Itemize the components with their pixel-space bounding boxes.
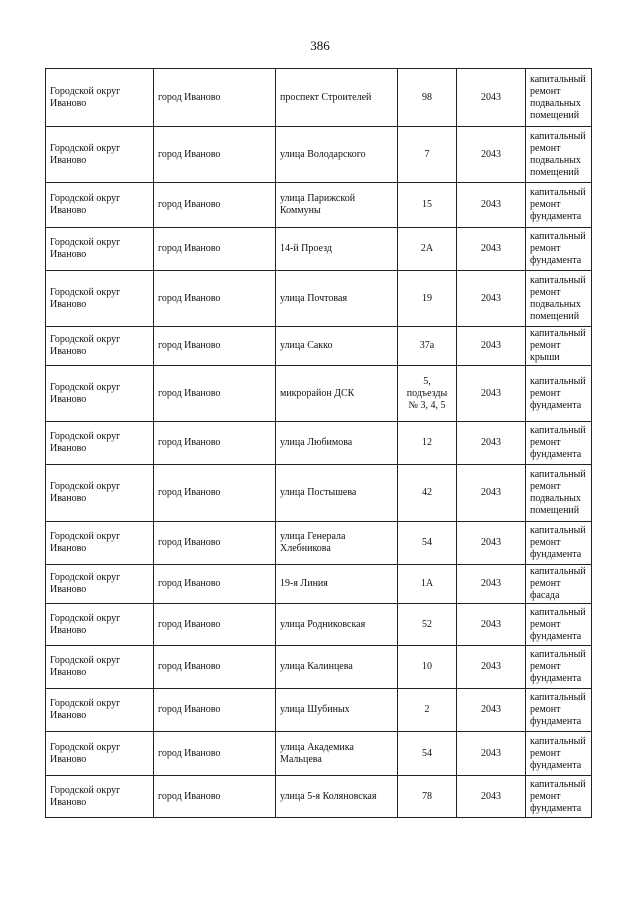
okrug-cell: Городской округ Иваново xyxy=(46,271,154,327)
work-cell: капитальный ремонт фасада xyxy=(526,565,592,604)
work-cell: капитальный ремонт фундамента xyxy=(526,422,592,465)
city-cell: город Иваново xyxy=(154,271,276,327)
house-cell: 42 xyxy=(398,465,457,522)
work-cell: капитальный ремонт подвальных помещений xyxy=(526,465,592,522)
work-cell: капитальный ремонт фундамента xyxy=(526,776,592,818)
year-cell: 2043 xyxy=(457,327,526,366)
year-cell: 2043 xyxy=(457,565,526,604)
work-cell: капитальный ремонт фундамента xyxy=(526,604,592,646)
house-cell: 37а xyxy=(398,327,457,366)
table-row xyxy=(46,183,592,228)
table-row xyxy=(46,69,592,127)
house-cell: 54 xyxy=(398,732,457,776)
street-cell: улица Генерала Хлебникова xyxy=(276,522,398,565)
okrug-cell: Городской округ Иваново xyxy=(46,366,154,422)
okrug-cell: Городской округ Иваново xyxy=(46,646,154,689)
table-row xyxy=(46,465,592,522)
street-cell: улица Калинцева xyxy=(276,646,398,689)
okrug-cell: Городской округ Иваново xyxy=(46,465,154,522)
table-row xyxy=(46,776,592,818)
street-cell: проспект Строителей xyxy=(276,69,398,127)
street-cell: улица Любимова xyxy=(276,422,398,465)
city-cell: город Иваново xyxy=(154,604,276,646)
okrug-cell: Городской округ Иваново xyxy=(46,732,154,776)
city-cell: город Иваново xyxy=(154,776,276,818)
work-cell: капитальный ремонт подвальных помещений xyxy=(526,69,592,127)
street-cell: улица Сакко xyxy=(276,327,398,366)
table-row xyxy=(46,271,592,327)
table-row xyxy=(46,565,592,604)
table-row xyxy=(46,366,592,422)
house-cell: 5, подъезды № 3, 4, 5 xyxy=(398,366,457,422)
table-row xyxy=(46,732,592,776)
city-cell: город Иваново xyxy=(154,69,276,127)
house-cell: 19 xyxy=(398,271,457,327)
city-cell: город Иваново xyxy=(154,689,276,732)
okrug-cell: Городской округ Иваново xyxy=(46,127,154,183)
work-cell: капитальный ремонт подвальных помещений xyxy=(526,271,592,327)
year-cell: 2043 xyxy=(457,646,526,689)
city-cell: город Иваново xyxy=(154,565,276,604)
street-cell: 14-й Проезд xyxy=(276,228,398,271)
okrug-cell: Городской округ Иваново xyxy=(46,565,154,604)
house-cell: 98 xyxy=(398,69,457,127)
work-cell: капитальный ремонт крыши xyxy=(526,327,592,366)
year-cell: 2043 xyxy=(457,228,526,271)
street-cell: улица Постышева xyxy=(276,465,398,522)
house-cell: 2 xyxy=(398,689,457,732)
work-cell: капитальный ремонт фундамента xyxy=(526,646,592,689)
work-cell: капитальный ремонт подвальных помещений xyxy=(526,127,592,183)
year-cell: 2043 xyxy=(457,366,526,422)
work-cell: капитальный ремонт фундамента xyxy=(526,689,592,732)
okrug-cell: Городской округ Иваново xyxy=(46,327,154,366)
house-cell: 2А xyxy=(398,228,457,271)
street-cell: улица Академика Мальцева xyxy=(276,732,398,776)
year-cell: 2043 xyxy=(457,271,526,327)
table-row xyxy=(46,646,592,689)
work-cell: капитальный ремонт фундамента xyxy=(526,522,592,565)
house-cell: 52 xyxy=(398,604,457,646)
table-row xyxy=(46,522,592,565)
table-row xyxy=(46,228,592,271)
year-cell: 2043 xyxy=(457,127,526,183)
house-cell: 7 xyxy=(398,127,457,183)
city-cell: город Иваново xyxy=(154,732,276,776)
okrug-cell: Городской округ Иваново xyxy=(46,228,154,271)
year-cell: 2043 xyxy=(457,522,526,565)
page-number: 386 xyxy=(310,38,330,53)
year-cell: 2043 xyxy=(457,465,526,522)
street-cell: улица Родниковская xyxy=(276,604,398,646)
table-row xyxy=(46,604,592,646)
year-cell: 2043 xyxy=(457,604,526,646)
city-cell: город Иваново xyxy=(154,183,276,228)
okrug-cell: Городской округ Иваново xyxy=(46,776,154,818)
year-cell: 2043 xyxy=(457,183,526,228)
repair-schedule-table xyxy=(45,68,592,818)
city-cell: город Иваново xyxy=(154,465,276,522)
street-cell: улица Шубиных xyxy=(276,689,398,732)
work-cell: капитальный ремонт фундамента xyxy=(526,366,592,422)
street-cell: микрорайон ДСК xyxy=(276,366,398,422)
house-cell: 12 xyxy=(398,422,457,465)
city-cell: город Иваново xyxy=(154,522,276,565)
work-cell: капитальный ремонт фундамента xyxy=(526,228,592,271)
year-cell: 2043 xyxy=(457,69,526,127)
year-cell: 2043 xyxy=(457,776,526,818)
street-cell: улица Парижской Коммуны xyxy=(276,183,398,228)
street-cell: 19-я Линия xyxy=(276,565,398,604)
city-cell: город Иваново xyxy=(154,646,276,689)
table-row xyxy=(46,327,592,366)
house-cell: 78 xyxy=(398,776,457,818)
street-cell: улица 5-я Коляновская xyxy=(276,776,398,818)
street-cell: улица Володарского xyxy=(276,127,398,183)
city-cell: город Иваново xyxy=(154,422,276,465)
year-cell: 2043 xyxy=(457,689,526,732)
okrug-cell: Городской округ Иваново xyxy=(46,183,154,228)
okrug-cell: Городской округ Иваново xyxy=(46,69,154,127)
city-cell: город Иваново xyxy=(154,228,276,271)
work-cell: капитальный ремонт фундамента xyxy=(526,183,592,228)
street-cell: улица Почтовая xyxy=(276,271,398,327)
house-cell: 54 xyxy=(398,522,457,565)
okrug-cell: Городской округ Иваново xyxy=(46,422,154,465)
city-cell: город Иваново xyxy=(154,127,276,183)
okrug-cell: Городской округ Иваново xyxy=(46,689,154,732)
house-cell: 10 xyxy=(398,646,457,689)
year-cell: 2043 xyxy=(457,732,526,776)
table-row xyxy=(46,127,592,183)
year-cell: 2043 xyxy=(457,422,526,465)
house-cell: 1А xyxy=(398,565,457,604)
work-cell: капитальный ремонт фундамента xyxy=(526,732,592,776)
table-row xyxy=(46,422,592,465)
city-cell: город Иваново xyxy=(154,327,276,366)
okrug-cell: Городской округ Иваново xyxy=(46,522,154,565)
table-row xyxy=(46,689,592,732)
okrug-cell: Городской округ Иваново xyxy=(46,604,154,646)
house-cell: 15 xyxy=(398,183,457,228)
city-cell: город Иваново xyxy=(154,366,276,422)
